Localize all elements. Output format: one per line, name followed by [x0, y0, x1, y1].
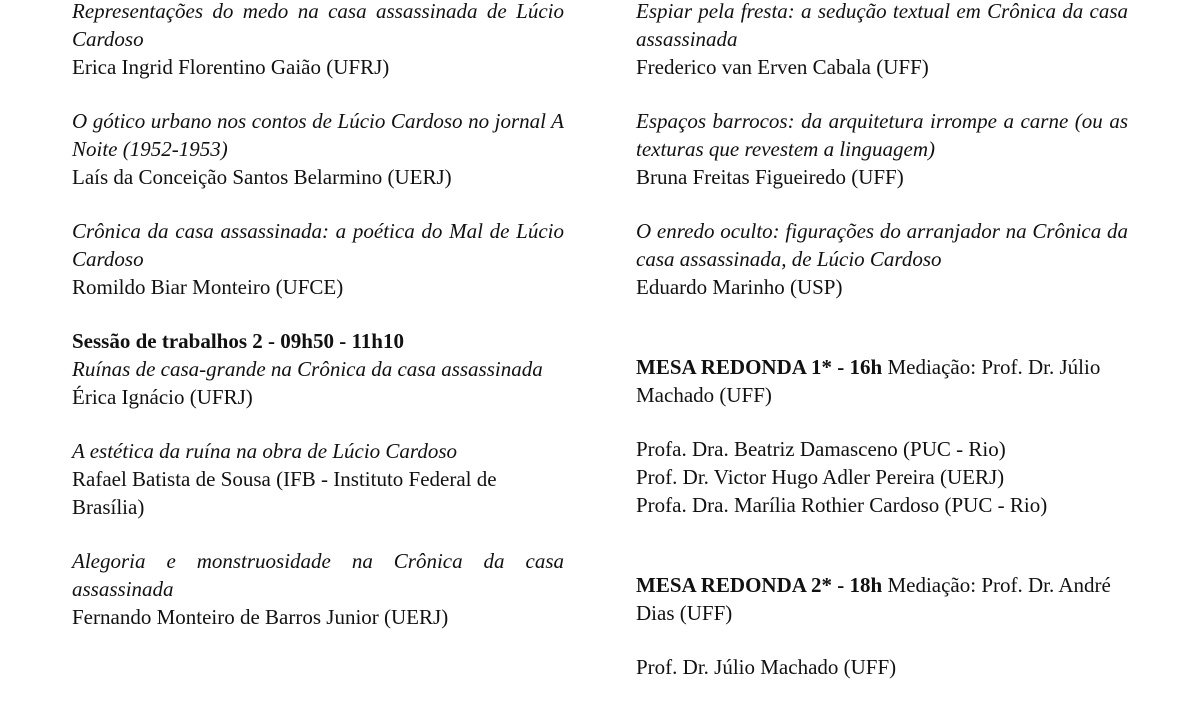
participant: Prof. Dr. Júlio Machado (UFF): [636, 655, 897, 679]
spacer: [636, 545, 1128, 571]
session-heading: Sessão de trabalhos 2 - 09h50 - 11h10: [72, 329, 404, 353]
paper-title: Espaços barrocos: da arquitetura irrompe a carne (ou as texturas que revestem a linguagem): [636, 109, 1128, 161]
round-table-mediation: Mediação: Prof. Dr. André Dias (UFF): [636, 573, 1111, 625]
spacer: [636, 327, 1128, 353]
paper-title: O enredo oculto: figurações do arranjador na Crônica da casa assassinada, de Lúcio Cardoso: [636, 219, 1128, 271]
paper-entry: [72, 547, 564, 631]
paper-title: Ruínas de casa-grande na Crônica da casa assassinada: [72, 357, 543, 381]
round-table-label: MESA REDONDA 1* - 16h: [636, 355, 883, 379]
paper-entry: [72, 217, 564, 301]
paper-author: Frederico van Erven Cabala (UFF): [636, 55, 929, 79]
paper-entry: [636, 107, 1128, 191]
round-table-label: MESA REDONDA 2* - 18h: [636, 573, 883, 597]
paper-entry: [636, 0, 1128, 81]
paper-author: Erica Ingrid Florentino Gaião (UFRJ): [72, 55, 390, 79]
round-table-heading: [636, 571, 1128, 627]
paper-author: Laís da Conceição Santos Belarmino (UERJ): [72, 165, 452, 189]
round-table-2: [636, 571, 1128, 627]
paper-entry: [636, 217, 1128, 301]
paper-title: Espiar pela fresta: a sedução textual em Crônica da casa assassinada: [636, 0, 1128, 51]
paper-title: Alegoria e monstruosidade na Crônica da casa assassinada: [72, 549, 564, 601]
participant-list: [636, 435, 1128, 519]
paper-author: Fernando Monteiro de Barros Junior (UERJ): [72, 605, 449, 629]
paper-title: O gótico urbano nos contos de Lúcio Cardoso no jornal A Noite (1952-1953): [72, 109, 564, 161]
paper-entry: [72, 107, 564, 191]
paper-entry: [72, 0, 564, 81]
round-table-heading: [636, 353, 1128, 409]
paper-author: Bruna Freitas Figueiredo (UFF): [636, 165, 904, 189]
paper-author: Eduardo Marinho (USP): [636, 275, 843, 299]
left-column: [72, 0, 564, 657]
participant-list: [636, 653, 1128, 681]
paper-author: Érica Ignácio (UFRJ): [72, 385, 253, 409]
paper-title: Representações do medo na casa assassinada de Lúcio Cardoso: [72, 0, 564, 51]
paper-author: Romildo Biar Monteiro (UFCE): [72, 275, 344, 299]
paper-entry: [72, 437, 564, 521]
paper-title: A estética da ruína na obra de Lúcio Cardoso: [72, 439, 457, 463]
round-table-mediation: Mediação: Prof. Dr. Júlio Machado (UFF): [636, 355, 1101, 407]
right-column: [636, 0, 1128, 707]
paper-title: Crônica da casa assassinada: a poética do Mal de Lúcio Cardoso: [72, 219, 564, 271]
paper-author: Rafael Batista de Sousa (IFB - Instituto Federal de Brasília): [72, 467, 497, 519]
round-table-1: [636, 353, 1128, 409]
participant: Prof. Dr. Victor Hugo Adler Pereira (UERJ): [636, 465, 1005, 489]
paper-entry: [72, 355, 564, 411]
participant: Profa. Dra. Marília Rothier Cardoso (PUC - Rio): [636, 493, 1048, 517]
participant: Profa. Dra. Beatriz Damasceno (PUC - Rio): [636, 437, 1006, 461]
